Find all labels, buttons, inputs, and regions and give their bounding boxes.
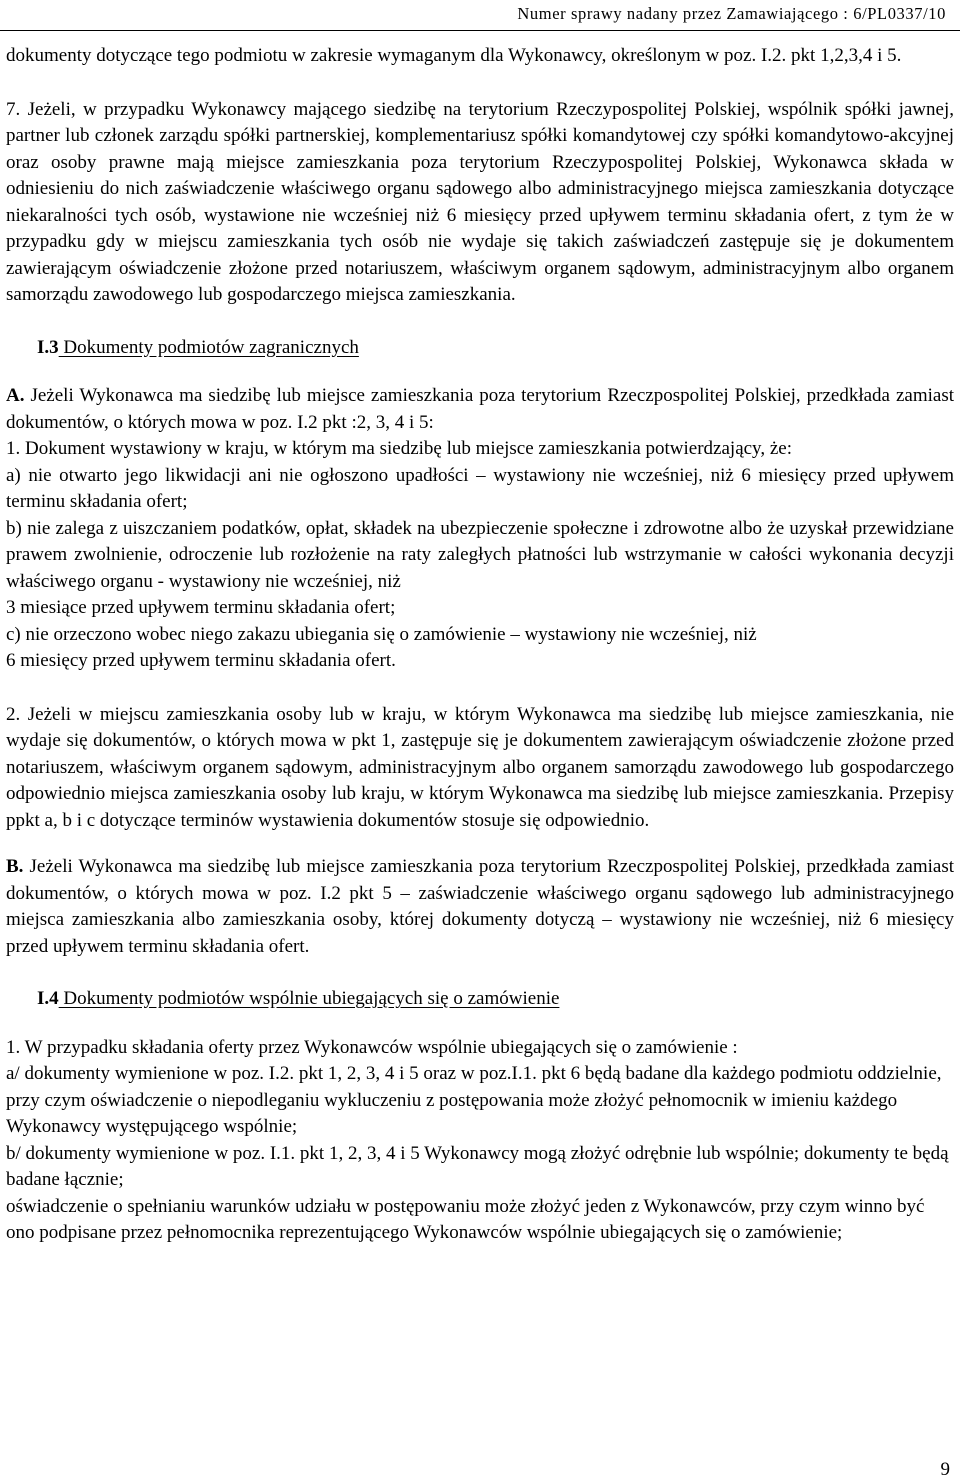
part-a-text: Jeżeli Wykonawca ma siedzibę lub miejsce zamieszkania poza terytorium Rzeczpospolitej Polskiej, przedkłada zamiast dokumentów, o których mowa w poz. I.2 pkt :2, 3, 4 i 5: [6,385,954,433]
joint-point-1: 1. W przypadku składania oferty przez Wykonawców wspólnie ubiegających się o zamówienie : [6,1036,738,1058]
item-7-paragraph: 7. Jeżeli, w przypadku Wykonawcy mającego siedzibę na terytorium Rzeczypospolitej Polskiej, wspólnik spółki jawnej, partner lub członek zarządu spółki partnerskiej, komplementariusz spółki komandytowej czy spółki komandytowo-akcyjnej oraz osoby prawne mają miejsce zamieszkania poza terytorium Rzeczypospolitej Polskiej, Wykonawca składa w odniesieniu do nich zaświadczenie właściwego organu sądowego albo administracyjnego miejsca zamieszkania dotyczące niekaralności tych osób, wystawione nie wcześniej niż 6 miesięcy przed upływem terminu składania ofert, z tym że w przypadku gdy w miejscu zamieszkania tych osób nie wydaje się takich zaświadczeń zastępuje się je dokumentem zawierającym oświadczenie złożone przed notariuszem, właściwym organem sądowym, administracyjnym albo organem samorządu zawodowego lub gospodarczego miejsca zamieszkania. [6,98,954,305]
part-a-label: A. [6,385,25,406]
joint-statement: oświadczenie o spełnianiu warunków udziału w postępowaniu może złożyć jeden z Wykonawców, przy czym winno być ono podpisane przez pełnomocnika reprezentującego Wykonawców wspólnie ubiegających się o zamówienie; [6,1195,925,1243]
section-i4-title: Dokumenty podmiotów wspólnie ubiegających się o zamówienie [58,988,560,1009]
section-i3-heading [6,335,954,362]
part-a-point-b-deadline: 3 miesiące przed upływem terminu składania ofert; [6,597,396,618]
section-i4-heading [6,986,954,1013]
part-a-point-b: b) nie zalega z uiszczaniem podatków, opłat, składek na ubezpieczenie społeczne i zdrowotne albo że uzyskał przewidziane prawem zwolnienie, odroczenie lub rozłożenie na raty zaległych płatności lub wstrzymanie w całości wykonania decyzji właściwego organu - wystawiony nie wcześniej, niż [6,517,954,592]
part-b-label: B. [6,856,24,877]
section-i4-number: I.4 [37,988,59,1009]
part-a-point-2: 2. Jeżeli w miejscu zamieszkania osoby lub w kraju, w którym Wykonawca ma siedzibę lub miejsce zamieszkania, nie wydaje się dokumentów, o których mowa w pkt 1, zastępuje się je dokumentem zawierającym oświadczenie złożone przed notariuszem, właściwym organem sądowym, administracyjnym albo organem samorządu zawodowego lub gospodarczego odpowiednio miejsca zamieszkania osoby lub kraju, w którym Wykonawca ma siedzibę lub miejsce zamieszkania. Przepisy ppkt a, b i c dotyczące terminów wystawienia dokumentów stosuje się odpowiednio. [6,703,954,831]
section-i3-title: Dokumenty podmiotów zagranicznych [58,336,359,358]
part-a-paragraph [6,383,954,436]
part-b-text: Jeżeli Wykonawca ma siedzibę lub miejsce zamieszkania poza terytorium Rzeczpospolitej Polskiej, przedkłada zamiast dokumentów, o których mowa w poz. I.2 pkt 5 – zaświadczenie właściwego organu sądowego lub administracyjnego miejsca zamieszkania albo zamieszkania osoby, której dokumenty dotyczą – wystawiony nie wcześniej, niż 6 miesięcy przed upływem terminu składania ofert. [6,856,954,957]
section-i3-number: I.3 [37,336,59,358]
part-b-paragraph [6,854,954,960]
document-body [6,43,954,1247]
part-a-point-a: a) nie otwarto jego likwidacji ani nie ogłoszono upadłości – wystawiony nie wcześniej, niż 6 miesięcy przed upływem terminu składania ofert; [6,464,954,512]
part-a-point-c: c) nie orzeczono wobec niego zakazu ubiegania się o zamówienie – wystawiony nie wcześniej, niż [6,623,757,645]
part-a-point-1: 1. Dokument wystawiony w kraju, w którym ma siedzibę lub miejsce zamieszkania potwierdzający, że: [6,438,792,459]
joint-point-a: a/ dokumenty wymienione w poz. I.2. pkt 1, 2, 3, 4 i 5 oraz w poz.I.1. pkt 6 będą badane dla każdego podmiotu oddzielnie, przy czym oświadczenie o niepodleganiu wykluczeniu z postępowania może złożyć pełnomocnik w imieniu każdego Wykonawcy występującego wspólnie; [6,1063,942,1137]
joint-point-b: b/ dokumenty wymienione w poz. I.1. pkt 1, 2, 3, 4 i 5 Wykonawcy mogą złożyć odrębnie lub wspólnie; dokumenty te będą badane łącznie; [6,1142,949,1190]
page-number: 9 [940,1459,950,1480]
part-a-point-c-deadline: 6 miesięcy przed upływem terminu składania ofert. [6,650,396,671]
header-divider [0,30,960,31]
intro-paragraph: dokumenty dotyczące tego podmiotu w zakresie wymaganym dla Wykonawcy, określonym w poz. I.2. pkt 1,2,3,4 i 5. [6,45,902,66]
case-number-header: Numer sprawy nadany przez Zamawiającego : 6/PL0337/10 [517,4,946,23]
